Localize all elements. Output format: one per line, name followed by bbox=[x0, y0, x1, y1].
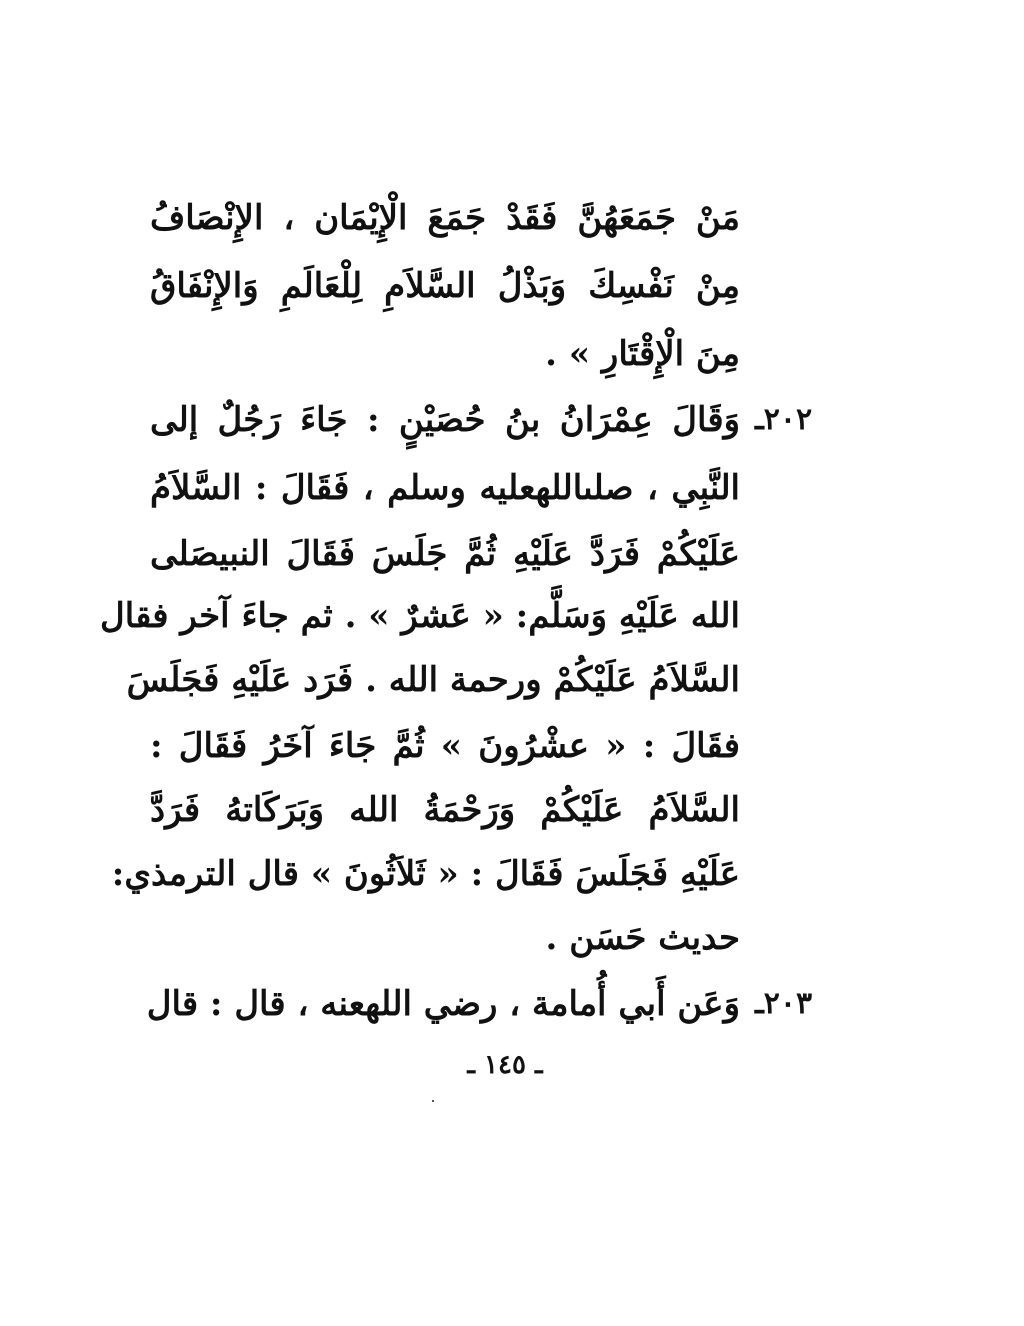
text-line: فقَالَ : « عشْرُونَ » ثُمَّ جَاءَ آخَرُ فَقَالَ : bbox=[150, 726, 740, 766]
text-line: السَّلاَمُ عَلَيْكُمْ وَرَحْمَةُ الله وَبَرَكَاتهُ فَرَدَّ bbox=[150, 790, 740, 830]
text-line: حديث حَسَن . bbox=[545, 918, 740, 958]
text-line: مَنْ جَمَعَهُنَّ فَقَدْ جَمَعَ الْإِيْمَان ، الإِنْصَافُ bbox=[150, 198, 740, 238]
text-line: الله عَلَيْهِ وَسَلَّم: « عَشرٌ » . ثم جاءَ آخر فقال bbox=[100, 596, 740, 636]
hadith-number: ٢٠٣ـ bbox=[755, 986, 813, 1021]
text-line: وَعَن أَبي أُمامة ، رضي اللهعنه ، قال : قال bbox=[146, 984, 740, 1024]
page-number: ـ ١٤٥ ـ bbox=[467, 1050, 543, 1080]
hadith-number: ٢٠٢ـ bbox=[755, 402, 813, 437]
text-line: مِنَ الْإِقْتَارِ » . bbox=[545, 334, 740, 374]
text-line: وَقَالَ عِمْرَانُ بنُ حُصَيْنٍ : جَاءَ رَجُلٌ إلى bbox=[150, 400, 740, 440]
text-line: عَلَيْكُمْ فَرَدَّ عَلَيْهِ ثُمَّ جَلَسَ فَقَالَ النبيصَلى bbox=[150, 534, 740, 574]
text-line: السَّلاَمُ عَلَيْكُمْ ورحمة الله . فَرَد عَلَيْهِ فَجَلَسَ bbox=[126, 660, 740, 700]
scan-speck bbox=[432, 1100, 434, 1102]
text-line: مِنْ نَفْسِكَ وَبَذْلُ السَّلاَمِ لِلْعَالَمِ وَالإِنْفَاقُ bbox=[150, 266, 740, 306]
text-line: النَّبِي ، صلىاللهعليه وسلم ، فَقَالَ : السَّلاَمُ bbox=[150, 468, 740, 508]
text-line: عَلَيْهِ فَجَلَسَ فَقَالَ : « ثَلاَثُونَ » قال الترمذي: bbox=[111, 854, 740, 894]
